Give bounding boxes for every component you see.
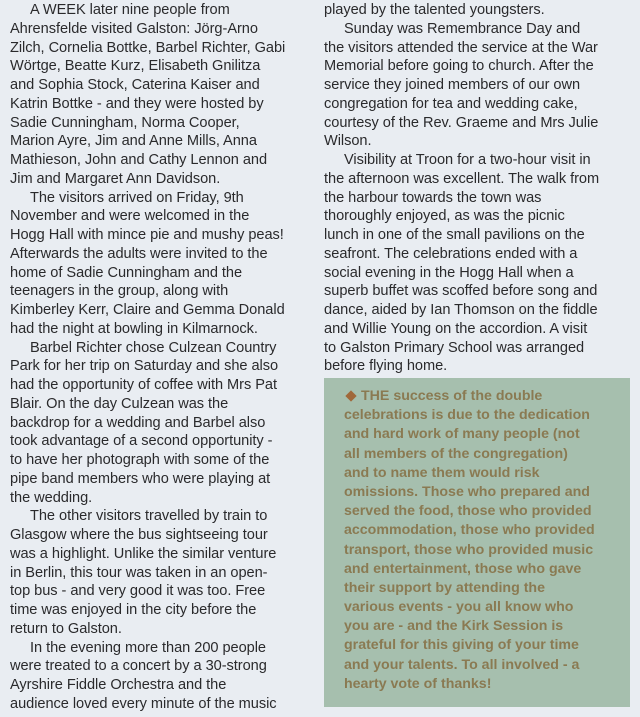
text-line: time was enjoyed in the city before the	[10, 602, 257, 618]
text-line: was a highlight. Unlike the similar venture	[10, 545, 277, 562]
notice-line: transport, those who provided music	[344, 541, 594, 558]
notice-line	[344, 387, 630, 406]
paragraph	[10, 639, 310, 714]
text-line: Memorial before going to church. After the	[324, 58, 594, 75]
notice-line: all members of the congregation)	[344, 445, 568, 462]
continued-paragraph	[324, 1, 630, 20]
text-line: The visitors arrived on Friday, 9th	[30, 189, 244, 206]
text-line: A WEEK later nine people from	[30, 2, 230, 18]
notice-line: you are - and the Kirk Session is	[344, 618, 564, 635]
notice-line: their support by attending the	[344, 579, 545, 596]
text-line: superb buffet was scoffed before song and	[324, 283, 598, 300]
text-line: Marion Ayre, Jim and Anne Mills, Anna	[10, 133, 257, 150]
notice-line: and your talents. To all involved - a	[344, 656, 580, 673]
text-line: Kimberley Kerr, Claire and Gemma Donald	[10, 302, 285, 318]
text-line: the harbour towards the town was	[324, 189, 542, 206]
text-line: had the night at bowling in Kilmarnock.	[10, 320, 258, 337]
notice-line: accommodation, those who provided	[344, 522, 595, 539]
text-line: Katrin Bottke - and they were hosted by	[10, 95, 264, 112]
text-line: the visitors attended the service at the War	[324, 39, 598, 56]
text-line: before flying home.	[324, 358, 448, 375]
text-line: and Willie Young on the accordion. A visit	[324, 320, 588, 337]
text-line: return to Galston.	[10, 620, 122, 637]
paragraph	[10, 189, 310, 339]
text-line: seafront. The celebrations ended with a	[324, 245, 578, 262]
notice-line: and to name them would risk	[344, 464, 540, 481]
text-line: to have her photograph with some of the	[10, 452, 270, 468]
diamond-bullet-icon	[345, 390, 356, 401]
text-line: Mathieson, John and Cathy Lennon and	[10, 152, 268, 168]
text-line: Jim and Margaret Ann Davidson.	[10, 170, 221, 187]
notice-line: served the food, those who provided	[344, 503, 592, 520]
text-line: to Galston Primary School was arranged	[324, 339, 585, 356]
text-line: Afterwards the adults were invited to the	[10, 245, 268, 262]
paragraph	[10, 1, 310, 189]
notice-line: hearty vote of thanks!	[344, 675, 492, 692]
text-line: had the opportunity of coffee with Mrs Pat	[10, 377, 277, 393]
text-line: The other visitors travelled by train to	[30, 508, 268, 525]
paragraph	[324, 151, 630, 376]
notice-line: and entertainment, those who gave	[344, 560, 582, 577]
text-line: In the evening more than 200 people	[30, 639, 266, 656]
notice-line: and hard work of many people (not	[344, 426, 580, 443]
text-line: audience loved every minute of the music	[10, 695, 277, 712]
text-line: teenagers in the group, along with	[10, 283, 229, 300]
text-line: the afternoon was excellent. The walk from	[324, 170, 600, 187]
left-column	[10, 1, 310, 714]
text-line: in Berlin, this tour was taken in an open-	[10, 564, 268, 581]
text-line: played by the talented youngsters.	[324, 2, 545, 18]
notice-line: grateful for this giving of your time	[344, 637, 579, 654]
right-column	[324, 1, 630, 376]
paragraph	[324, 20, 630, 151]
text-line: Sadie Cunningham, Norma Cooper,	[10, 114, 240, 131]
text-line: home of Sadie Cunningham and the	[10, 264, 243, 281]
text-line: were treated to a concert by a 30-strong	[10, 658, 267, 675]
text-line: Sunday was Remembrance Day and	[344, 20, 581, 37]
text-line: Hogg Hall with mince pie and mushy peas!	[10, 227, 284, 243]
text-line: took advantage of a second opportunity -	[10, 433, 273, 450]
text-line: Glasgow where the bus sightseeing tour	[10, 527, 268, 543]
text-line: Ayrshire Fiddle Orchestra and the	[10, 677, 227, 693]
notice-first-line-text: THE success of the double	[361, 388, 543, 404]
text-line: November and were welcomed in the	[10, 208, 250, 225]
paragraph	[10, 339, 310, 508]
text-line: dance, aided by Ian Thomson on the fiddle	[324, 302, 598, 318]
text-line: congregation for tea and wedding cake,	[324, 95, 578, 112]
text-line: thoroughly enjoyed, as was the picnic	[324, 208, 565, 225]
text-line: Visibility at Troon for a two-hour visit in	[344, 152, 591, 168]
text-line: top bus - and very good it was too. Free	[10, 583, 266, 600]
text-line: Ahrensfelde visited Galston: Jörg-Arno	[10, 20, 258, 37]
text-line: Barbel Richter chose Culzean Country	[30, 339, 277, 356]
text-line: pipe band members who were playing at	[10, 470, 271, 487]
text-line: and Sophia Stock, Caterina Kaiser and	[10, 77, 260, 93]
thanks-notice-box	[324, 378, 630, 707]
text-line: the wedding.	[10, 489, 93, 506]
paragraph	[10, 507, 310, 638]
text-line: Zilch, Cornelia Bottke, Barbel Richter, Gabi	[10, 39, 286, 56]
notice-line: omissions. Those who prepared and	[344, 483, 590, 500]
text-line: lunch in one of the small pavilions on the	[324, 227, 585, 243]
text-line: courtesy of the Rev. Graeme and Mrs Julie	[324, 114, 599, 131]
text-line: Blair. On the day Culzean was the	[10, 395, 229, 412]
text-line: social evening in the Hogg Hall when a	[324, 264, 574, 281]
text-line: Wilson.	[324, 133, 372, 150]
notice-line: celebrations is due to the dedication	[344, 407, 590, 424]
text-line: Wörtge, Beatte Kurz, Elisabeth Gnilitza	[10, 58, 261, 75]
text-line: backdrop for a wedding and Barbel also	[10, 414, 266, 431]
text-line: service they joined members of our own	[324, 77, 581, 93]
text-line: Park for her trip on Saturday and she also	[10, 358, 279, 375]
notice-line: various events - you all know who	[344, 599, 574, 616]
